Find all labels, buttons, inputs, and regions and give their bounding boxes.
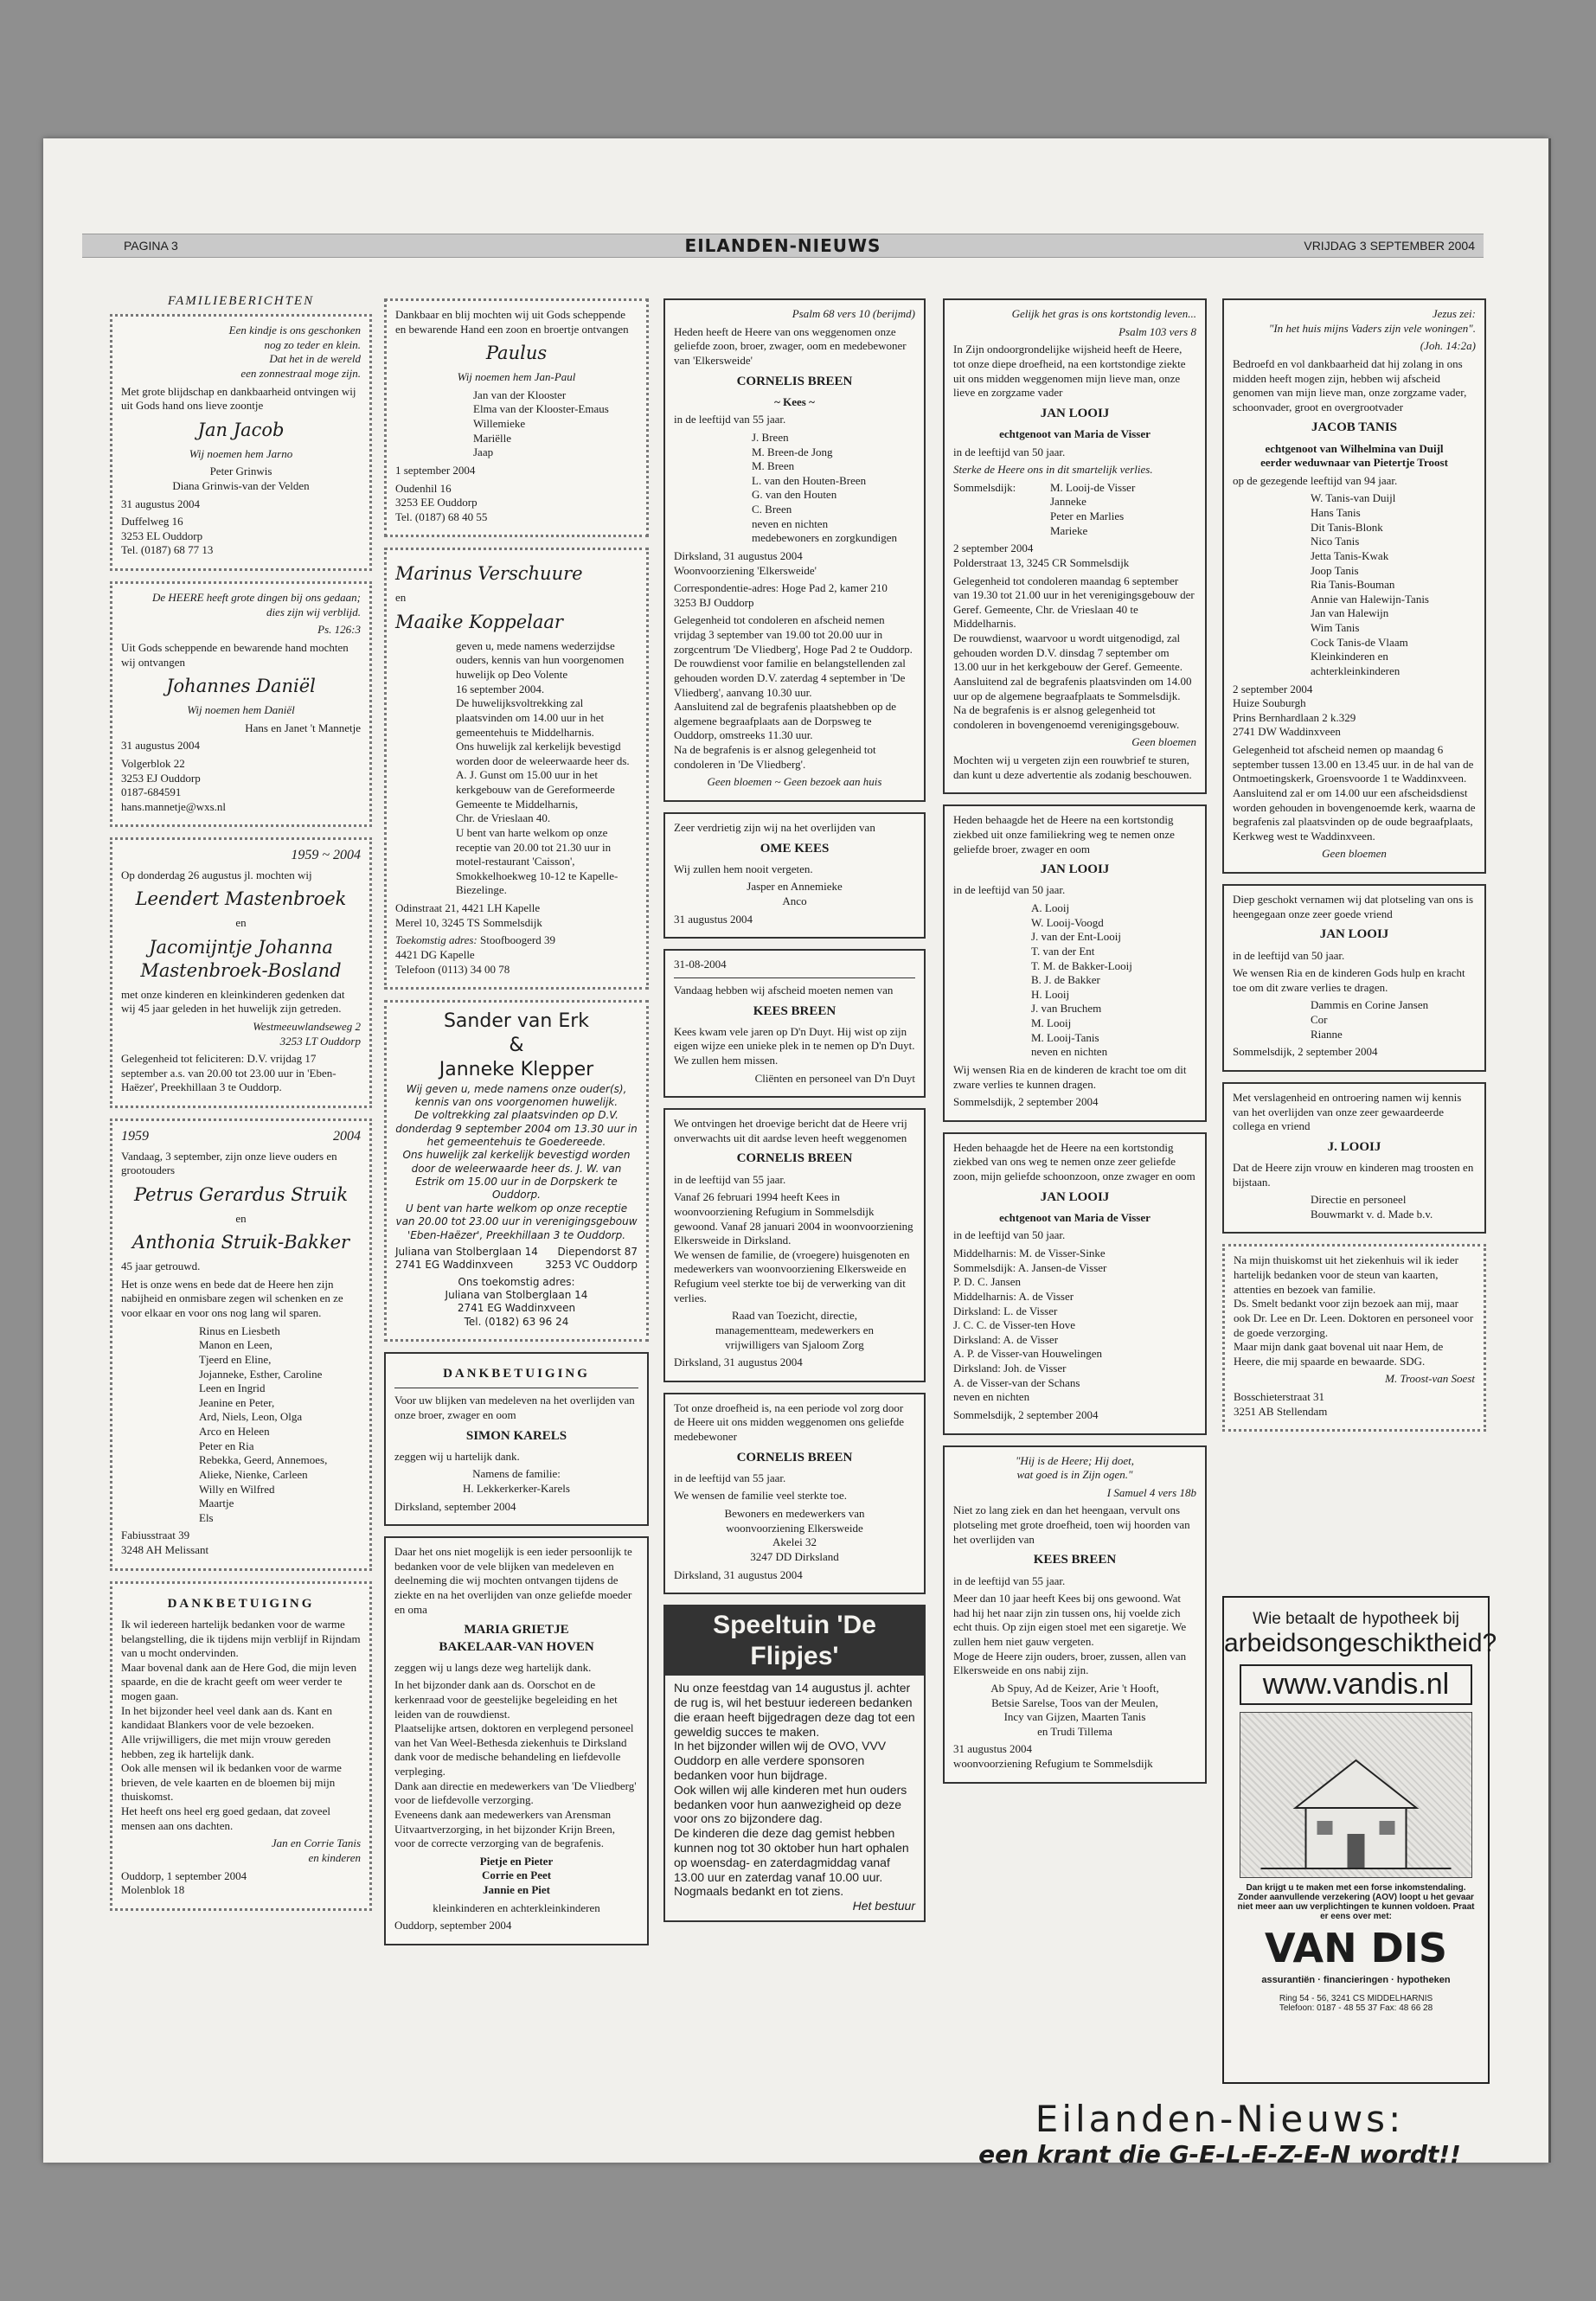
text: Daar het ons niet mogelijk is een ieder persoonlijk te bedanken voor de vele blijken van medeleven en deelneming die wij mochten ontvangen tijdens de ziekte en na het overlijden van onze geliefde moeder en oma (394, 1545, 632, 1616)
wedding-text: geven u, mede namens wederzijdse ouders, kennis van hun voorgenomen huwelijk op Deo Volente 16 september 2004. De huwelijksvoltrekking zal plaatsvinden om 14.00 uur in het gemeentehuis te Middelharnis. Ons huwelijk zal kerkelijk bevestigd worden door de weleerwaarde heer ds. A. J. Gunst om 15.00 uur in het kerkgebouw van de Gereformeerde Gemeente te Middelharnis, Chr. de Vrieslaan 40. U bent van harte welkom op onze receptie van 20.00 tot 21.30 uur in motel-restaurant 'Caisson', Smokkelhoekweg 10-12 te Kapelle-Biezelinge. (456, 638, 630, 897)
age: op de gezegende leeftijd van 94 jaar. (1233, 473, 1398, 487)
column-4 (943, 298, 1207, 1794)
obituary-j-looij-bouwmarkt (1222, 1082, 1486, 1234)
husband-name: Leendert Mastenbroek (135, 888, 347, 910)
text: We ontvingen het droevige bericht dat de Heere vrij onverwachts uit dit aardse leven heeft weggenomen (674, 1117, 907, 1144)
obituary-jan-looij-friends (1222, 884, 1486, 1072)
text: Voor uw blijken van medeleven na het overlijden van onze broer, zwager en oom (394, 1394, 635, 1421)
column-3 (663, 298, 926, 1922)
groom-name: Sander van Erk (443, 1010, 590, 1033)
text: Diep geschokt vernamen wij dat plotseling van ons is heengegaan onze zeer goede vriend (1233, 893, 1474, 920)
wedding-van-erk-klepper (384, 1000, 649, 1342)
place: Sommelsdijk: (953, 480, 1016, 494)
newspaper-slogan (943, 2098, 1497, 2169)
ad-phone: Telefoon: 0187 - 48 55 37 Fax: 48 66 28 (1279, 2003, 1433, 2013)
spouse: echtgenoot van Maria de Visser (999, 426, 1151, 440)
obituary-cornelis-breen (663, 298, 926, 802)
address: Westmeeuwlandseweg 2 3253 LT Ouddorp (253, 1019, 361, 1048)
announcement-text: Op donderdag 26 augustus jl. mochten wij (121, 868, 312, 881)
text-3: In het bijzonder dank aan ds. Oorschot en de kerkenraad voor de geestelijke begeleiding en het leiden van de rouwdienst. Plaatselijke artsen, doktoren en verplegend personeel van het Van Weel-Bethesda ziekenhuis te Dirksland dank voor de medische behandeling en liefdevolle verpleging. Dank aan directie en medewerkers van 'De Vliedberg' voor de liefdevolle verzorging. Eveneens dank aan medewerkers van Arensman Uitvaartverzorging, in het bijzonder Krijn Breen, voor de correcte verzorging van de begrafenis. (394, 1678, 637, 1850)
obituary-jan-looij (943, 298, 1207, 794)
ad-text: Nu onze feestdag van 14 augustus jl. achter de rug is, wil het bestuur iedereen bedanken die eraan heeft bijgedragen deze dag tot een geweldig succes te maken. In het bijzonder willen wij de OVO, VVV Ouddorp en alle verdere sponsoren bedanken voor hun bijdrage. Ook willen wij alle kinderen met hun ouders bedanken voor hun aanwezigheid op deze voor ons zo bijzondere dag. De kinderen die deze dag gemist hebben kunnen nog tot 30 oktober hun hart ophalen op woensdag- en zaterdagmiddag vanaf 13.00 uur en zaterdag vanaf 10.00 uur. Nogmaals bedankt en tot ziens. (674, 1681, 915, 1899)
family: J. Breen M. Breen-de Jong M. Breen L. van den Houten-Breen G. van den Houten C. Breen neven en nichten medebewoners en zorgkundigen (752, 430, 897, 545)
verse: Jezus zei: "In het huis mijns Vaders zijn vele woningen". (1268, 307, 1476, 335)
date: Dirksland, 31 augustus 2004 (674, 1567, 803, 1581)
date-address: 2 september 2004 Huize Souburgh Prins Bernhardlaan 2 k.329 2741 DW Waddinxveen (1233, 682, 1356, 739)
text-2: zeggen wij u langs deze weg hartelijk dank. (394, 1660, 592, 1674)
obituary-ome-kees (663, 812, 926, 939)
call-name: Wij noemen hem Jarno (189, 446, 293, 460)
issue-date: VRIJDAG 3 SEPTEMBER 2004 (1304, 239, 1475, 253)
spouse: echtgenoot van Maria de Visser (999, 1210, 1151, 1224)
wish-text: Het is onze wens en bede dat de Heere hen zijn nabijheid en onmisbare zegen wil schenken en ze voor elkaar en voor ons nog lang wil sparen. (121, 1277, 343, 1320)
deceased-name: JAN LOOIJ (1319, 927, 1389, 942)
signature: Jasper en Annemieke Anco (747, 880, 843, 907)
text: Na mijn thuiskomst uit het ziekenhuis wil ik ieder hartelijk bedanken voor de steun van kaarten, attenties en bezoek van familie. Ds. Smelt bedankt voor zijn bezoek aan mij, maar ook Dr. Lee en Dr. Leen. Doktoren en personeel voor de goede verzorging. Maar mijn dank gaat bovenal uit naar Hem, de Heere, die mij spaarde en bewaarde. SDG. (1234, 1253, 1474, 1368)
obituary-jan-looij-family (943, 804, 1207, 1121)
section-title: FAMILIEBERICHTEN (167, 294, 315, 308)
thank-you-karels (384, 1352, 649, 1526)
deceased-name: JAN LOOIJ (1040, 862, 1110, 877)
address-2: Diependorst 87 3253 VC Ouddorp (545, 1245, 638, 1272)
deceased-name: KEES BREEN (1033, 1553, 1117, 1567)
deceased-name: KEES BREEN (753, 1003, 836, 1018)
child-name: Paulus (485, 343, 548, 364)
house-illustration (1240, 1712, 1472, 1878)
page-fold-edge (1548, 138, 1551, 2163)
groom-name: Marinus Verschuure (395, 563, 583, 585)
signature: M. Troost-van Soest (1385, 1372, 1475, 1386)
date: Ouddorp, september 2004 (394, 1919, 512, 1932)
age: in de leeftijd van 55 jaar. (674, 413, 786, 426)
age: in de leeftijd van 50 jaar. (953, 445, 1066, 458)
text: Zeer verdrietig zijn wij na het overlijden van (674, 820, 875, 834)
announcement-text: Uit Gods scheppende en bewarende hand mochten wij ontvangen (121, 640, 349, 669)
age: in de leeftijd van 55 jaar. (674, 1172, 786, 1186)
title: DANKBETUIGING (443, 1367, 590, 1381)
obituary-kees-breen-refugium (943, 1445, 1207, 1784)
announcement-text: Vandaag, 3 september, zijn onze lieve ouders en grootouders (121, 1149, 337, 1177)
date: Sommelsdijk, 2 september 2004 (1233, 1045, 1378, 1059)
text: Vandaag hebben wij afscheid moeten nemen van (674, 983, 894, 997)
date: 31 augustus 2004 (674, 912, 753, 926)
family-list: Rinus en Liesbeth Manon en Leen, Tjeerd en Eline, Jojanneke, Esther, Caroline Leen en Ingrid Jeanine en Peter, Ard, Niels, Leon, Olga Arco en Heleen Peter en Ria Rebekka, Geerd, Annemoes, Alieke, Nienke, Carleen Willy en Wilfred Maartje Els (199, 1324, 328, 1524)
text-2: We wensen de familie veel sterkte toe. (674, 1489, 848, 1503)
slogan-text: een krant die G-E-L-E-Z-E-N wordt!! (978, 2140, 1461, 2169)
date: 31-08-2004 (674, 958, 727, 971)
child-name: Jan Jacob (197, 419, 285, 440)
wife-name: Anthonia Struik-Bakker (131, 1232, 350, 1253)
announcement-text: Dankbaar en blij mochten wij uit Gods scheppende en bewarende Hand een zoon en broertje ontvangen (395, 308, 629, 336)
nickname: ~ Kees ~ (774, 394, 815, 408)
announcement-text-2: 45 jaar getrouwd. (121, 1259, 201, 1273)
address: Duffelweg 16 3253 EL Ouddorp Tel. (0187) 68 77 13 (121, 515, 214, 557)
years-row (121, 1128, 361, 1145)
thank-you-troost (1222, 1244, 1486, 1432)
quote: "Hij is de Heere; Hij doet, wat goed is in Zijn ogen." (1015, 1453, 1135, 1482)
text-2: We wensen Ria en de kinderen Gods hulp en kracht toe om dit zware verlies te dragen. (1233, 966, 1465, 994)
signature-2: kleinkinderen en achterkleinkinderen (433, 1900, 600, 1914)
family: Jan van der Klooster Elma van der Klooster-Emaus Willemieke Mariëlle Jaap (473, 388, 609, 459)
signature: Jan en Corrie Tanis en kinderen (271, 1836, 361, 1864)
date: Dirksland, 31 augustus 2004 (674, 1356, 803, 1369)
bride-name: Maaike Koppelaar (395, 611, 563, 632)
wedding-verschuure-koppelaar (384, 548, 649, 990)
address: Fabiusstraat 39 3248 AH Melissant (121, 1529, 209, 1557)
parents: Peter Grinwis Diana Grinwis-van der Velden (172, 465, 310, 492)
deceased-name: JAN LOOIJ (1040, 406, 1110, 420)
text: Bedroefd en vol dankbaarheid dat hij zolang in ons midden heeft mogen zijn, hebben wij afscheid genomen van mijn lieve man, onze zorgzame vader, schoonvader, groot en overgrootvader (1233, 356, 1467, 413)
obituary-dn-duyt (663, 949, 926, 1098)
verse-ref: (Joh. 14:2a) (1420, 339, 1476, 353)
funeral-info: Gelegenheid tot condoleren en afscheid nemen vrijdag 3 september van 19.00 tot 20.00 uur in zorgcentrum 'De Vliedberg', Hoge Pad 2 te Ouddorp. De rouwdienst voor familie en belangstellenden zal gehouden worden D.V. zaterdag 4 september in 'De Vliedberg', aanvang 10.30 uur. Aansluitend zal de begrafenis plaatshebben op de algemene begraafplaats aan de Dorpsweg te Ouddorp, omstreeks 11.30 uur. Na de begrafenis is er alsnog gelegenheid tot condoleren in 'De Vliedberg'. (674, 613, 913, 771)
obituary-jacob-tanis (1222, 298, 1486, 874)
ad-question: Wie betaalt de hypotheek bij (1253, 1610, 1459, 1628)
column-5 (1222, 298, 1486, 1442)
age: in de leeftijd van 50 jaar. (953, 883, 1066, 897)
year-end: 2004 (333, 1129, 361, 1144)
date: 31 augustus 2004 woonvoorziening Refugium te Sommelsdijk (953, 1742, 1153, 1770)
ad-question-2: arbeidsongeschiktheid? (1224, 1629, 1497, 1657)
poem: Een kindje is ons geschonken nog zo teder en klein. Dat het in de wereld een zonnestraal moge zijn. (228, 324, 361, 380)
family: Middelharnis: M. de Visser-Sinke Sommelsdijk: A. Jansen-de Visser P. D. C. Jansen Middelharnis: A. de Visser Dirksland: L. de Visser J. C. C. de Visser-ten Hove Dirksland: A. de Visser A. P. de Visser-van Houwelingen Dirksland: Joh. de Visser A. de Visser-van der Schans neven en nichten (953, 1247, 1107, 1404)
text: Niet zo lang ziek en dan het heengaan, vervult ons plotseling met grote droefheid, toen wij hoorden van het overlijden van (953, 1503, 1190, 1546)
date: 1 september 2004 (395, 463, 476, 477)
correspondence: Correspondentie-adres: Hoge Pad 2, kamer 210 3253 BJ Ouddorp (674, 581, 888, 609)
address: Ouddorp, 1 september 2004 Molenblok 18 (121, 1868, 247, 1897)
future-label: Toekomstig adres: (395, 933, 478, 947)
address: Oudenhil 16 3253 EE Ouddorp Tel. (0187) 68 40 55 (395, 481, 488, 523)
obituary-jan-looij-visser (943, 1132, 1207, 1435)
footer-note: Geen bloemen ~ Geen bezoek aan huis (707, 775, 882, 789)
age: in de leeftijd van 55 jaar. (674, 1471, 786, 1484)
birth-announcement-johannes-daniel (110, 581, 372, 827)
page-number: PAGINA 3 (124, 239, 178, 253)
no-flowers: Geen bloemen (1322, 847, 1387, 861)
obituary-sjaloom-zorg (663, 1108, 926, 1382)
addresses-row (395, 1246, 638, 1272)
birth-announcement-jan-jacob (110, 314, 372, 571)
deceased-name: J. LOOIJ (1327, 1139, 1381, 1154)
house-drawing-icon (1240, 1713, 1471, 1877)
ampersand: & (509, 1035, 524, 1057)
addresses: Odinstraat 21, 4421 LH Kapelle Merel 10, 3245 TS Sommelsdijk (395, 901, 542, 929)
thank-you-text: Ik wil iedereen hartelijk bedanken voor de warme belangstelling, die ik tijdens mijn verblijf in Rijndam van u mocht ondervinden. Maar bovenal dank aan de Here God, die mijn leven spaarde, en die de kracht geeft om weer verder te mogen gaan. In het bijzonder heel veel dank aan ds. Kant en kandidaat Blankers voor de vele bezoeken. Alle vrijwilligers, die met mijn vrouw gereden hebben, zeg ik hartelijk dank. Ook alle mensen wil ik bedanken voor de warme brieven, de vele kaarten en de bloemen bij mijn thuiskomst. Het heeft ons heel erg goed gedaan, dat zoveel mensen aan ons dachten. (121, 1617, 361, 1832)
obituary-elkersweide (663, 1393, 926, 1594)
signature: Namens de familie: H. Lekkerkerker-Karels (463, 1467, 570, 1495)
text: Heden behaagde het de Heere na een kortstondig ziekbed uit onze familiekring weg te nemen onze geliefde broer, zwager en oom (953, 813, 1175, 856)
family: M. Looij-de Visser Janneke Peter en Marlies Marieke (1050, 480, 1136, 537)
text: In Zijn ondoorgrondelijke wijsheid heeft de Heere, tot onze diepe droefheid, na een kortstondige ziekte uit ons midden weggenomen mijn lieve man, onze lieve en zorgzame vader (953, 343, 1186, 400)
future-address: Ons toekomstig adres: Juliana van Stolberglaan 14 2741 EG Waddinxveen Tel. (0182) 63 96 24 (445, 1275, 588, 1328)
family: W. Tanis-van Duijl Hans Tanis Dit Tanis-Blonk Nico Tanis Jetta Tanis-Kwak Joop Tanis Ria Tanis-Bouman Annie van Halewijn-Tanis Jan van Halewijn Wim Tanis Cock Tanis-de Vlaam Kleinkinderen en achterkleinkinderen (1311, 491, 1429, 677)
date: Sommelsdijk, 2 september 2004 (953, 1095, 1099, 1109)
husband-name: Petrus Gerardus Struik (133, 1183, 349, 1205)
van-dis-advertisement (1222, 1596, 1497, 2084)
text-2: Dat de Heere zijn vrouw en kinderen mag troosten en bijstaan. (1233, 1160, 1474, 1189)
text-3: Mochten wij u vergeten zijn een rouwbrief te sturen, dan kunt u deze advertentie als zodanig beschouwen. (953, 753, 1192, 781)
text: Heden heeft de Heere van ons weggenomen onze geliefde zoon, broer, zwager, oom en medebewoner van 'Elkersweide' (674, 324, 907, 367)
announcement-text: Met grote blijdschap en dankbaarheid ontvingen wij uit Gods hand ons lieve zoontje (121, 384, 356, 413)
signature: Raad van Toezicht, directie, managementteam, medewerkers en vrijwilligers van Sjaloom Zorg (715, 1309, 874, 1351)
wedding-text: Wij geven u, mede namens onze ouder(s), kennis van ons voorgenomen huwelijk. De voltrekking zal plaatsvinden op D.V. donderdag 9 september 2004 om 13.30 uur in het gemeentehuis te Goedereede. Ons huwelijk zal kerkelijk bevestigd worden door de weleerwaarde heer ds. J. W. van Estrik om 15.00 uur in de Dorpskerk te Ouddorp. U bent van harte welkom op onze receptie van 20.00 tot 23.00 uur in verenigingsgebouw 'Eben-Haëzer', Preekhillaan 3 te Ouddorp. (395, 1082, 638, 1241)
age: in de leeftijd van 50 jaar. (953, 1228, 1066, 1242)
text-2: Meer dan 10 jaar heeft Kees bij ons gewoond. Wat had hij het naar zijn zin tussen ons, hij voelde zich echt thuis. Op zijn eigen stoel met een sigaretje. We zullen hem niet gauw vergeten. Moge de Heere zijn ouders, broer, zussen, allen van Elkersweide en ons nabij zijn. (953, 1592, 1187, 1677)
text: Heden behaagde het de Heere na een kortstondig ziekbed van ons weg te nemen onze zeer geliefde zoon, mijn geliefde schoonzoon, onze zwager en oom (953, 1140, 1195, 1183)
wife-name: Jacomijntje Johanna Mastenbroek-Bosland (140, 936, 342, 981)
year-start: 1959 (121, 1129, 149, 1144)
date: Dirksland, september 2004 (394, 1499, 516, 1513)
anniversary-struik (110, 1118, 372, 1571)
age: in de leeftijd van 50 jaar. (1233, 948, 1345, 962)
address: Bosschieterstraat 31 3251 AB Stellendam (1234, 1390, 1328, 1418)
deceased-name: CORNELIS BREEN (736, 1151, 853, 1166)
signature: Cliënten en personeel van D'n Duyt (754, 1071, 915, 1085)
signature: Dammis en Corine Jansen Cor Rianne (1311, 998, 1429, 1041)
column-2 (384, 298, 649, 1956)
verse: Gelijk het gras is ons kortstondig leven... (1011, 307, 1196, 320)
ad-services: assurantiën · financieringen · hypotheken (1261, 1975, 1451, 1985)
text-2: Vanaf 26 februari 1994 heeft Kees in woonvoorziening Refugium in Sommelsdijk gewoond. Vanaf 28 januari 2004 in woonvoorziening Elkersweide in Dirksland. We wensen de familie, de (vroegere) huisgenoten en medewerkers van woonvoorziening Elkersweide en Refugium veel sterkte toe bij de verwerking van dit verlies. (674, 1190, 913, 1304)
place-date: Dirksland, 31 augustus 2004 Woonvoorziening 'Elkersweide' (674, 548, 817, 577)
future-value: Stoofboogerd 39 4421 DG Kapelle Telefoon (0113) 34 00 78 (395, 933, 556, 976)
text-2: Wij wensen Ria en de kinderen de kracht toe om dit zware verlies te kunnen dragen. (953, 1062, 1187, 1091)
age: in de leeftijd van 55 jaar. (953, 1574, 1066, 1587)
deceased-name: SIMON KARELS (465, 1428, 567, 1443)
deceased-name: MARIA GRIETJE BAKELAAR-VAN HOVEN (439, 1623, 594, 1654)
ad-signature: Het bestuur (852, 1899, 915, 1913)
ad-title: Speeltuin 'De Flipjes' (665, 1606, 924, 1676)
speeltuin-ad (663, 1605, 926, 1922)
deceased-name: CORNELIS BREEN (736, 1450, 853, 1465)
signature: Ab Spuy, Ad de Keizer, Arie 't Hooft, Betsie Sarelse, Toos van der Meulen, Incy van Gijzen, Maarten Tanis en Trudi Tillema (990, 1681, 1159, 1738)
family-row (953, 481, 1196, 539)
parents: Hans en Janet 't Mannetje (245, 721, 361, 734)
call-name: Wij noemen hem Daniël (187, 703, 295, 716)
verse: Psalm 68 vers 10 (berijmd) (792, 307, 915, 320)
slogan-title: Eilanden-Nieuws: (1035, 2098, 1405, 2140)
text-2: Kees kwam vele jaren op D'n Duyt. Hij wist op zijn eigen wijze een unieke plek in te nemen op D'n Duyt. We zullen hem missen. (674, 1024, 915, 1067)
text-2: Wij zullen hem nooit vergeten. (674, 862, 813, 875)
deceased-name: CORNELIS BREEN (736, 374, 853, 388)
and: en (235, 916, 247, 930)
van-dis-logo: VAN DIS (1264, 1925, 1448, 1971)
deceased-name: JACOB TANIS (1311, 420, 1398, 435)
date: 31 augustus 2004 (121, 497, 200, 510)
address: Volgerblok 22 3253 EJ Ouddorp 0187-684591 hans.mannetje@wxs.nl (121, 756, 227, 813)
signature: Directie en personeel Bouwmarkt v. d. Made b.v. (1311, 1193, 1433, 1221)
reception-info: Gelegenheid tot feliciteren: D.V. vrijdag 17 september a.s. van 20.00 tot 23.00 uur in 'Eben-Haëzer', Preekhillaan 3 te Ouddorp. (121, 1052, 337, 1094)
spouse: echtgenoot van Wilhelmina van Duijl eerder weduwnaar van Pietertje Troost (1260, 441, 1448, 470)
title: DANKBETUIGING (167, 1596, 315, 1611)
ad-fine-print: Dan krijgt u te maken met een forse inkomstendaling. Zonder aanvullende verzekering (AOV) loopt u het gevaar niet meer aan uw verplichtingen te kunnen voldoen. Praat er eens over met: (1237, 1883, 1475, 1921)
deceased-name: OME KEES (760, 841, 830, 856)
anniversary-mastenbroek (110, 837, 372, 1108)
signature: Pietje en Pieter Corrie en Peet Jannie en Piet (479, 1854, 554, 1897)
funeral-info: Gelegenheid tot afscheid nemen op maandag 6 september tussen 13.00 en 13.45 uur. in de hal van de Ontmoetingskerk, Groensvoorde 1 te Waddinxveen. Aansluitend zal er om 14.00 uur een afscheidsdienst worden gehouden in bovengenoemde kerk, waarna de begrafenis zal plaatsvinden op de oude begraafplaats, Kerkweg west te Waddinxveen. (1233, 743, 1476, 843)
address-1: Juliana van Stolberglaan 14 2741 EG Waddinxveen (395, 1245, 538, 1272)
text-2: zeggen wij u hartelijk dank. (394, 1449, 520, 1463)
birth-announcement-paulus (384, 298, 649, 537)
bride-name: Janneke Klepper (439, 1059, 594, 1081)
and: en (235, 1211, 247, 1225)
thank-you-tanis (110, 1581, 372, 1911)
family: A. Looij W. Looij-Voogd J. van der Ent-Looij T. van der Ent T. M. de Bakker-Looij B. J. de Bakker H. Looij J. van Bruchem M. Looij M. Looij-Tanis neven en nichten (1031, 901, 1132, 1059)
deceased-name: JAN LOOIJ (1040, 1189, 1110, 1204)
text: Met verslagenheid en ontroering namen wij kennis van het overlijden van onze zeer gewaardeerde collega en vriend (1233, 1090, 1462, 1133)
call-name: Wij noemen hem Jan-Paul (457, 370, 576, 384)
child-name: Johannes Daniël (166, 676, 316, 697)
date: 31 augustus 2004 (121, 739, 200, 753)
date: Sommelsdijk, 2 september 2004 (953, 1407, 1099, 1421)
and: en (395, 591, 407, 605)
signature: Bewoners en medewerkers van woonvoorziening Elkersweide Akelei 32 3247 DD Dirksland (724, 1507, 865, 1563)
funeral-info: Gelegenheid tot condoleren maandag 6 september van 19.30 tot 21.00 uur in het verenigingsgebouw der Geref. Gemeente, Chr. de Vrieslaan 40 te Middelharnis. De rouwdienst, waarvoor u wordt uitgenodigd, zal gehouden worden D.V. dinsdag 7 september om 13.00 uur in het kerkgebouw der Geref. Gemeente. Aansluitend zal de begrafenis plaatsvinden om 14.00 uur op de algemene begraafplaats te Sommelsdijk. Na de begrafenis is er alsnog gelegenheid tot condoleren in bovengenoemd verenigingsgebouw. (953, 574, 1195, 731)
date-address: 2 september 2004 Polderstraat 13, 3245 CR Sommelsdijk (953, 542, 1130, 569)
masthead: EILANDEN-NIEUWS (684, 235, 881, 256)
announcement-text-2: met onze kinderen en kleinkinderen gedenken dat wij 45 jaar geleden in het huwelijk zijn getreden. (121, 987, 345, 1016)
quote-ref: I Samuel 4 vers 18b (1106, 1485, 1196, 1499)
page-header (82, 234, 1484, 258)
thank-you-bakelaar (384, 1536, 649, 1945)
ad-address: Ring 54 - 56, 3241 CS MIDDELHARNIS (1279, 1994, 1433, 2003)
bible-quote: De HEERE heeft grote dingen bij ons gedaan; dies zijn wij verblijd. (151, 591, 361, 619)
column-1 (110, 285, 372, 1921)
verse-ref: Psalm 103 vers 8 (1118, 324, 1196, 338)
years: 1959 ~ 2004 (291, 848, 361, 863)
no-flowers: Geen bloemen (1131, 735, 1196, 749)
quote: Sterke de Heere ons in dit smartelijk verlies. (953, 463, 1153, 477)
text: Tot onze droefheid is, na een periode vol zorg door de Heere uit ons midden weggenomen ons geliefde medebewoner (674, 1400, 905, 1443)
bible-ref: Ps. 126:3 (317, 623, 361, 637)
ad-website[interactable]: www.vandis.nl (1240, 1664, 1472, 1705)
future-address (395, 933, 638, 977)
